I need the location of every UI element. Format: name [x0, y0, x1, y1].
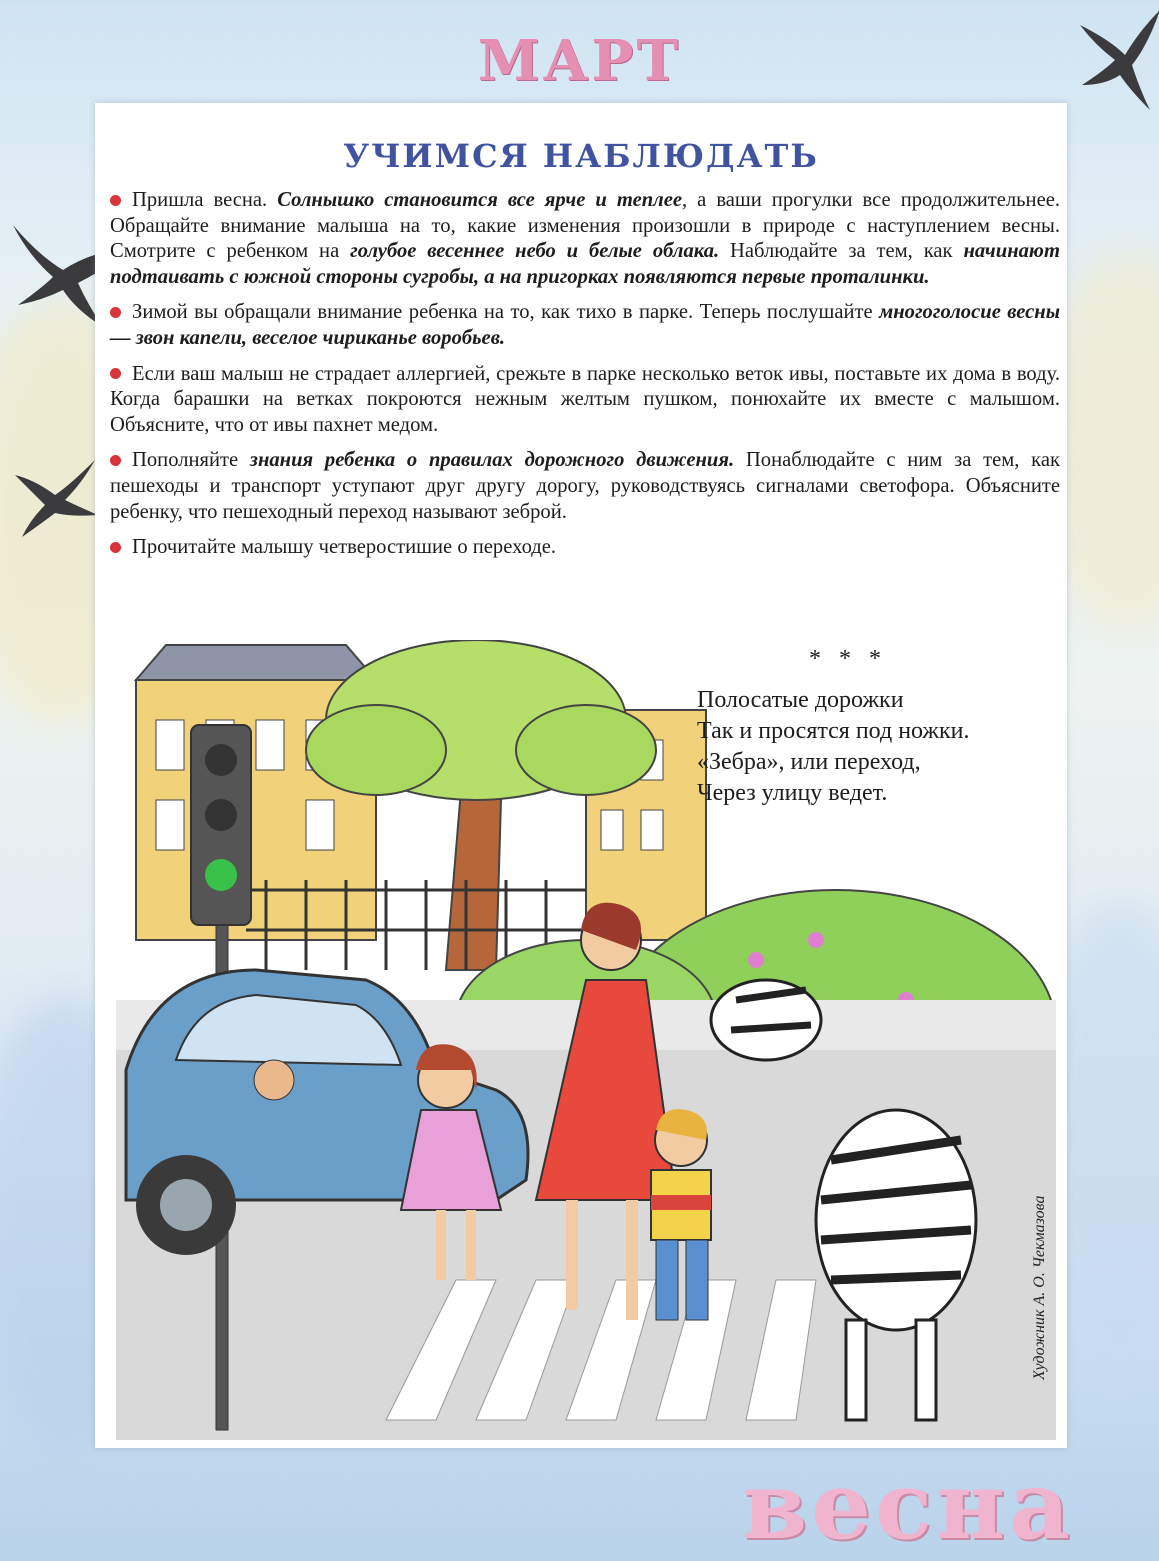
paragraph-text: Пришла весна. [132, 189, 278, 211]
page-title: МАРТ [477, 28, 682, 94]
emphasized-text: начинают подтаивать с южной стороны сугробы, а на пригорках появляются первые проталинки. [110, 240, 1060, 288]
poem [697, 644, 1037, 809]
article-paragraph [110, 188, 1060, 290]
emphasized-text: знания ребенка о правилах дорожного движения. [249, 449, 735, 472]
poem-line: Полосатые дорожки [697, 687, 904, 713]
paragraph-text: , а ваши прогулки все продолжительнее. Обращайте внимание малыша на то, какие изменения произошли в природе с наступлением весны. Смотрите с ребенком на [110, 189, 1061, 263]
poem-line: Через улицу ведет. [697, 780, 888, 806]
article-paragraph [110, 300, 1060, 351]
bullet-icon [110, 542, 121, 553]
bullet-icon [110, 307, 121, 318]
paragraph-text: Пополняйте [132, 449, 250, 472]
swallow-icon [10, 455, 100, 540]
paragraph-text: Зимой вы обращали внимание ребенка на то, как тихо в парке. Теперь послушайте [132, 301, 880, 324]
bullet-icon [110, 195, 121, 206]
bullet-icon [110, 368, 121, 379]
paragraph-text: Прочитайте малышу четверостишие о переходе. [132, 536, 557, 559]
artist-credit: Художник А. О. Чекмазова [1031, 1195, 1048, 1380]
paragraph-text: Если ваш малыш не страдает аллергией, срежьте в парке несколько веток ивы, поставьте их дома в воду. Когда барашки на ветках покроются нежным желтым пушком, понюхайте их вместе с малышом. Объясните, что от ивы пахнет медом. [110, 362, 1060, 436]
bullet-icon [110, 455, 121, 466]
paragraph-text: Понаблюдайте с ним за тем, как пешеходы и транспорт уступают друг другу дорогу, руководствуясь сигналами светофора. Объясните ребенку, что пешеходный переход называют зеброй. [110, 449, 1061, 523]
paragraph-text: Наблюдайте за тем, как [719, 240, 964, 263]
article-paragraph [110, 362, 1060, 439]
poem-line: Так и просятся под ножки. [697, 718, 970, 744]
section-heading: УЧИМСЯ НАБЛЮДАТЬ [343, 137, 819, 175]
article-paragraph [110, 448, 1060, 525]
emphasized-text: Солнышко становится все ярче и теплее [277, 189, 683, 211]
poem-stars: * * * [809, 646, 887, 672]
season-title: весна [741, 1451, 1074, 1561]
poem-line: «Зебра», или переход, [697, 749, 921, 775]
emphasized-text: голубое весеннее небо и белые облака. [350, 240, 720, 263]
article-paragraph [110, 535, 1060, 561]
article-body [110, 188, 1060, 561]
emphasized-text: многоголосие весны — звон капели, веселое чириканье воробьев. [110, 301, 1060, 349]
